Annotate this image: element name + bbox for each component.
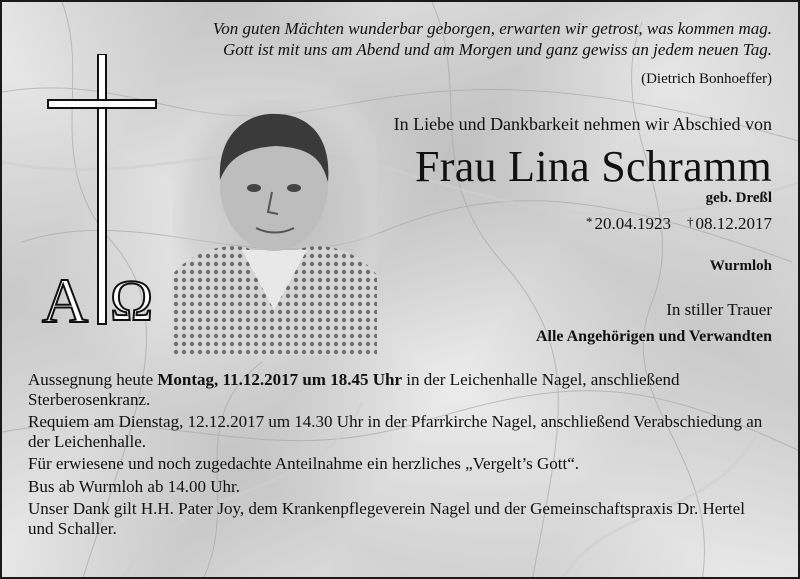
quote-line-2: Gott ist mit uns am Abend und am Morgen und ganz gewiss an jedem neuen Tag. [222,40,772,59]
hometown: Wurmloh [709,258,772,274]
funeral-details [28,370,768,541]
mourners-family: Alle Angehörigen und Verwandten [535,328,772,345]
portrait-photo [172,100,377,355]
bonhoeffer-quote [152,18,772,60]
omega-symbol: Ω [110,268,154,333]
cross-alpha-omega-icon [40,54,170,334]
death-date: 08.12.2017 [695,214,772,233]
requiem-paragraph: Requiem am Dienstag, 12.12.2017 um 14.30 Uhr in der Pfarrkirche Nagel, anschließend Verabschiedung an der Leichenhalle. [28,412,763,451]
thanks-paragraph: Für erwiesene und noch zugedachte Anteilnahme ein herzliches „Vergelt’s Gott“. [28,454,580,473]
quote-author: (Dietrich Bonhoeffer) [641,71,772,87]
birth-star-icon: * [586,214,593,229]
maiden-name: geb. Dreßl [705,190,772,206]
quote-line-1: Von guten Mächten wunderbar geborgen, erwarten wir getrost, was kommen mag. [212,19,772,38]
life-dates [586,214,772,234]
alpha-symbol: A [42,265,89,334]
birth-date: 20.04.1923 [594,214,671,233]
mourning-phrase: In stiller Trauer [666,300,772,319]
bus-paragraph: Bus ab Wurmloh ab 14.00 Uhr. [28,476,240,496]
acknowledgement-paragraph: Unser Dank gilt H.H. Pater Joy, dem Krankenpflegeverein Nagel und der Gemeinschaftspraxis Dr. Hertel und Schaller. [28,499,745,538]
intro-text: In Liebe und Dankbarkeit nehmen wir Abschied von [393,114,772,134]
blessing-datetime: Montag, 11.12.2017 um 18.45 Uhr [157,370,402,389]
death-cross-icon: † [687,214,694,229]
blessing-paragraph: Aussegnung heute Montag, 11.12.2017 um 18.45 Uhr in der Leichenhalle Nagel, anschließend Sterberosenkranz. [28,370,680,409]
deceased-name: Frau Lina Schramm [414,142,772,191]
